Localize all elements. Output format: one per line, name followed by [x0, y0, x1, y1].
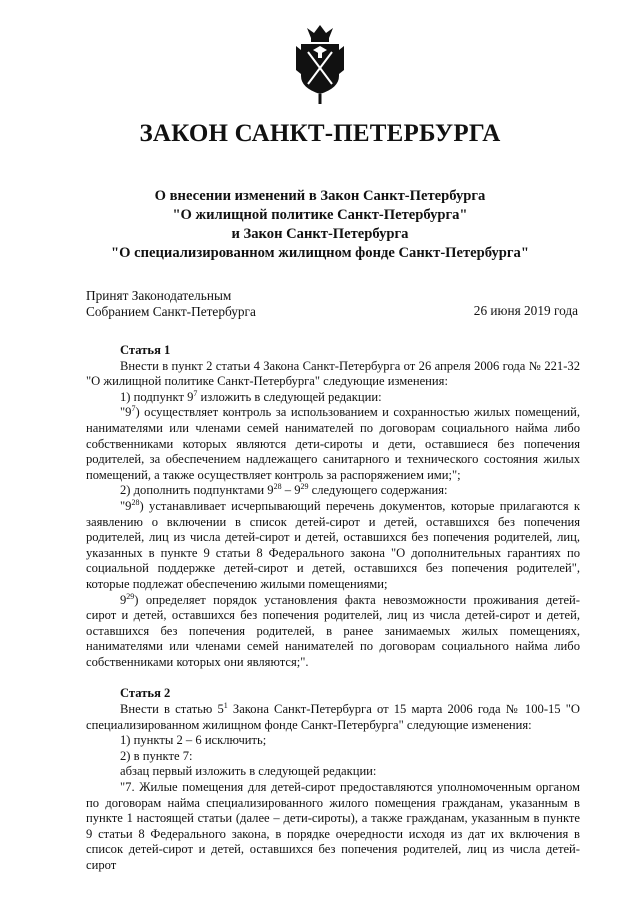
- st-petersburg-coat-of-arms-icon: [293, 24, 347, 106]
- article-2-heading: Статья 2: [120, 686, 171, 701]
- text-run: – 9: [281, 483, 301, 498]
- article-1-subitem-929: [86, 593, 580, 671]
- superscript: 1: [223, 701, 228, 711]
- text-run: 2) дополнить подпунктами 9: [120, 483, 274, 498]
- law-subtitle: [0, 187, 640, 263]
- text-run: ) осуществляет контроль за использованием и сохранностью жилых помещений, нанимателями или членами семей нанимателей по договорам социального найма либо собственниками которых являются дети-сироты и дети, оставшиеся без попечения родителей, за обеспечением надлежащего санитарного и технического состояния жилых помещений, а также осуществляет контроль за распоряжением ими;";: [86, 405, 580, 482]
- subtitle-line: "О специализированном жилищном фонде Санкт-Петербурга": [111, 245, 529, 261]
- superscript: 28: [131, 497, 140, 507]
- text-run: ) определяет порядок установления факта невозможности проживания детей-сирот и детей, оставшихся без попечения родителей, лиц из числа детей-сирот и детей, оставшихся без попечения родителей, в ранее занимаемых жилых помещениях, нанимателями или членами семей нанимателей по договорам социального найма либо собственниками которых они являются;".: [86, 592, 580, 669]
- superscript: 28: [273, 482, 282, 492]
- adoption-line: Собранием Санкт-Петербурга: [86, 304, 256, 319]
- document-body: [86, 343, 580, 874]
- law-title: ЗАКОН САНКТ-ПЕТЕРБУРГА: [139, 120, 501, 147]
- superscript: 7: [131, 404, 136, 414]
- superscript: 29: [126, 591, 135, 601]
- text-run: 9: [120, 592, 127, 607]
- subtitle-line: и Закон Санкт-Петербурга: [231, 226, 409, 242]
- spacer: [86, 670, 580, 686]
- article-2-para-1: абзац первый изложить в следующей редакции:: [120, 764, 377, 779]
- article-1-intro: Внести в пункт 2 статьи 4 Закона Санкт-Петербурга от 26 апреля 2006 года № 221-32 "О жилищной политике Санкт-Петербурга" следующие изменения:: [86, 358, 580, 389]
- text-run: "9: [120, 405, 132, 420]
- text-run: ) устанавливает исчерпывающий перечень документов, которые прилагаются к заявлению о включении в список детей-сирот и детей, оставшихся без попечения родителей, лиц из числа детей-сирот и детей, оставшихся без попечения родителей, лиц, указанных в пункте 9 статьи 8 Федерального закона "О дополнительных гарантиях по социальной поддержке детей-сирот и детей, оставшихся без попечения родителей", которые подлежат обеспечению жилыми помещениями;: [86, 498, 580, 591]
- text-run: Внести в статью 5: [120, 702, 224, 717]
- article-1-item-1: [86, 390, 580, 406]
- article-1-quote-97: [86, 405, 580, 483]
- article-1-heading: Статья 1: [120, 343, 171, 357]
- article-1-item-2: [86, 483, 580, 499]
- adoption-date: 26 июня 2019 года: [473, 303, 578, 318]
- text-run: 1) подпункт 9: [120, 389, 194, 404]
- text-run: Закона Санкт-Петербурга от 15 марта 2006 года № 100-15 "О специализированном жилищном фонде Санкт-Петербурга" следующие изменения:: [86, 702, 580, 732]
- superscript: 7: [193, 388, 198, 398]
- text-run: следующего содержания:: [308, 483, 448, 498]
- article-2-item-1: 1) пункты 2 – 6 исключить;: [120, 733, 267, 748]
- adoption-note: [86, 288, 256, 320]
- superscript: 29: [300, 482, 309, 492]
- article-2-quote-7: "7. Жилые помещения для детей-сирот предоставляются уполномоченным органом по договорам найма специализированного жилого помещения гражданам, указанным в пункте 1 настоящей статьи (далее – дети-сироты), а также гражданам, указанным в пункте 9 статьи 8 Федерального закона, в порядке очередности исходя из дат их включения в список детей-сирот и детей, оставшихся без попечения родителей, лиц из числа детей-сирот: [86, 780, 580, 872]
- article-2-item-2: 2) в пункте 7:: [120, 748, 193, 763]
- article-2-intro: [86, 702, 580, 733]
- article-1-subitem-928: [86, 499, 580, 593]
- text-run: изложить в следующей редакции:: [197, 389, 382, 404]
- adoption-line: Принят Законодательным: [86, 288, 232, 303]
- subtitle-line: О внесении изменений в Закон Санкт-Петербурга: [154, 188, 486, 204]
- subtitle-line: "О жилищной политике Санкт-Петербурга": [172, 207, 468, 223]
- text-run: "9: [120, 498, 132, 513]
